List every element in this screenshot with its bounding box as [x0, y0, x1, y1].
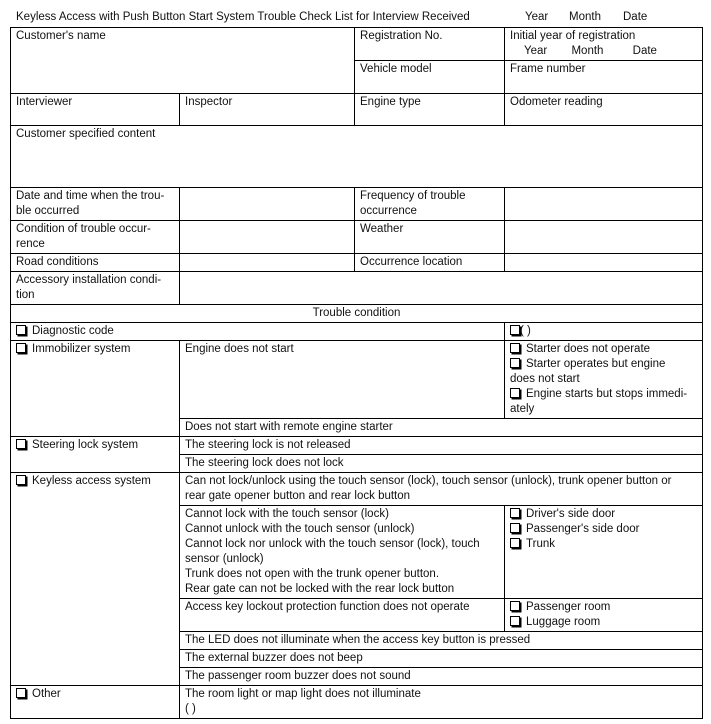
header-year-label: Year	[525, 11, 549, 23]
trunk-no-open-label: Trunk does not open with the trunk opener button.	[185, 568, 440, 580]
inspector-label: Inspector	[185, 96, 233, 108]
keyless-access-label: Keyless access system	[32, 475, 151, 487]
keyless-main-line2: rear gate opener button and rear lock button	[185, 490, 411, 502]
starter-no-op-option[interactable]	[510, 342, 697, 357]
vehicle-model-field[interactable]	[355, 61, 505, 94]
remote-starter-label: Does not start with remote engine starter	[185, 421, 393, 433]
interviewer-field[interactable]	[11, 94, 180, 126]
interviewer-label: Interviewer	[16, 96, 73, 108]
engine-stops-checkbox[interactable]	[510, 388, 520, 398]
accessory-label-line1: Accessory installation condi-	[16, 274, 162, 286]
odometer-label: Odometer reading	[510, 96, 603, 108]
ext-buzzer-label: The external buzzer does not beep	[185, 652, 363, 664]
steering-not-released-label: The steering lock is not released	[185, 439, 351, 451]
date-time-input[interactable]	[180, 188, 355, 221]
date-time-label-line2: ble occurred	[16, 205, 80, 217]
luggage-room-option[interactable]	[510, 615, 697, 630]
cannot-lock-unlock-line2: sensor (unlock)	[185, 553, 264, 565]
diagnostic-value-checkbox[interactable]	[510, 325, 520, 335]
registration-no-field[interactable]	[355, 28, 505, 61]
lockout-label: Access key lockout protection function does not operate	[185, 601, 470, 613]
accessory-label-cell	[11, 272, 180, 305]
initial-year-label: Initial year of registration	[510, 30, 636, 42]
luggage-room-checkbox[interactable]	[510, 616, 520, 626]
starter-ops-checkbox[interactable]	[510, 358, 520, 368]
trouble-condition-heading	[11, 305, 703, 323]
odometer-field[interactable]	[505, 94, 703, 126]
condition-label-line1: Condition of trouble occur-	[16, 223, 151, 235]
diagnostic-code-row[interactable]	[11, 323, 505, 341]
vehicle-model-label: Vehicle model	[360, 63, 432, 75]
trunk-label: Trunk	[526, 538, 555, 550]
road-label-cell	[11, 254, 180, 272]
passenger-door-checkbox[interactable]	[510, 523, 520, 533]
frame-number-label: Frame number	[510, 63, 586, 75]
header-date-label: Date	[623, 11, 648, 23]
cannot-lock-label: Cannot lock with the touch sensor (lock)	[185, 508, 389, 520]
initial-year-field[interactable]	[505, 28, 703, 61]
door-options-cell	[505, 506, 703, 599]
customer-name-field[interactable]	[11, 28, 355, 94]
engine-stops-option[interactable]	[510, 387, 697, 402]
room-buzzer-cell	[180, 668, 703, 686]
other-details-cell[interactable]	[180, 686, 703, 719]
other-checkbox[interactable]	[16, 688, 26, 698]
passenger-room-checkbox[interactable]	[510, 601, 520, 611]
ext-buzzer-cell	[180, 650, 703, 668]
header-month-label: Month	[569, 11, 601, 23]
engine-stops-label-line2: ately	[510, 403, 535, 415]
diagnostic-paren: ( )	[520, 325, 531, 337]
condition-input[interactable]	[180, 221, 355, 254]
initial-year-year: Year	[524, 45, 548, 57]
keyless-main-line1: Can not lock/unlock using the touch sensor (lock), touch sensor (unlock), trunk opener button or	[185, 475, 672, 487]
diagnostic-code-checkbox[interactable]	[16, 325, 26, 335]
condition-label-line2: rence	[16, 238, 45, 250]
luggage-room-label: Luggage room	[526, 616, 601, 628]
condition-label-cell	[11, 221, 180, 254]
driver-door-checkbox[interactable]	[510, 508, 520, 518]
customer-name-label: Customer's name	[16, 30, 106, 42]
other-paren: ( )	[185, 703, 196, 715]
immobilizer-label: Immobilizer system	[32, 343, 131, 355]
steering-not-lock-label: The steering lock does not lock	[185, 457, 344, 469]
frequency-label-line1: Frequency of trouble	[360, 190, 466, 202]
starter-no-op-label: Starter does not operate	[526, 343, 651, 355]
touch-sensor-cell	[180, 506, 505, 599]
frequency-label-cell	[355, 188, 505, 221]
form-title: Keyless Access with Push Button Start System Trouble Check List for Interview Received	[16, 11, 470, 23]
inspector-field[interactable]	[180, 94, 355, 126]
trunk-checkbox[interactable]	[510, 538, 520, 548]
cannot-lock-unlock-line1: Cannot lock nor unlock with the touch sensor (lock), touch	[185, 538, 480, 550]
engine-stops-label-line1: Engine starts but stops immedi-	[526, 388, 688, 400]
trouble-condition-label: Trouble condition	[312, 307, 401, 319]
title-row	[14, 11, 704, 27]
cannot-unlock-label: Cannot unlock with the touch sensor (unlock)	[185, 523, 415, 535]
starter-ops-label-line2: does not start	[510, 373, 580, 385]
location-label-cell	[355, 254, 505, 272]
steering-lock-checkbox[interactable]	[16, 439, 26, 449]
starter-ops-option[interactable]	[510, 357, 697, 372]
driver-door-option[interactable]	[510, 507, 697, 522]
weather-label-cell	[355, 221, 505, 254]
initial-year-month: Month	[571, 45, 604, 57]
passenger-door-option[interactable]	[510, 522, 697, 537]
starter-ops-label-line1: Starter operates but engine	[526, 358, 666, 370]
rear-gate-label: Rear gate can not be locked with the rear lock button	[185, 583, 455, 595]
immobilizer-checkbox[interactable]	[16, 343, 26, 353]
diagnostic-code-label: Diagnostic code	[32, 325, 114, 337]
frequency-label-line2: occurrence	[360, 205, 417, 217]
passenger-door-label: Passenger's side door	[526, 523, 640, 535]
location-input[interactable]	[505, 254, 703, 272]
weather-input[interactable]	[505, 221, 703, 254]
date-time-label-line1: Date and time when the trou-	[16, 190, 165, 202]
date-time-label-cell	[11, 188, 180, 221]
lockout-cell	[180, 599, 505, 632]
keyless-access-category[interactable]	[11, 473, 180, 686]
diagnostic-code-value[interactable]	[505, 323, 703, 341]
passenger-room-option[interactable]	[510, 600, 697, 615]
engine-type-label: Engine type	[360, 96, 421, 108]
road-label: Road conditions	[16, 256, 99, 268]
accessory-input[interactable]	[180, 272, 703, 305]
check-list-table	[10, 27, 703, 719]
road-input[interactable]	[180, 254, 355, 272]
immobilizer-category[interactable]	[11, 341, 180, 437]
keyless-main-cell	[180, 473, 703, 506]
other-label: Other	[32, 688, 61, 700]
frame-number-field[interactable]	[505, 61, 703, 94]
frequency-input[interactable]	[505, 188, 703, 221]
keyless-access-checkbox[interactable]	[16, 475, 26, 485]
engine-no-start-cell	[180, 341, 505, 419]
accessory-label-line2: tion	[16, 289, 35, 301]
remote-starter-cell	[180, 419, 703, 437]
trunk-option[interactable]	[510, 537, 697, 552]
registration-no-label: Registration No.	[360, 30, 443, 42]
room-buzzer-label: The passenger room buzzer does not sound	[185, 670, 411, 682]
initial-year-sub	[510, 44, 697, 59]
other-category[interactable]	[11, 686, 180, 719]
room-options-cell	[505, 599, 703, 632]
initial-year-date: Date	[632, 45, 657, 57]
location-label: Occurrence location	[360, 256, 463, 268]
engine-type-field[interactable]	[355, 94, 505, 126]
steering-not-released-cell	[180, 437, 703, 455]
weather-label: Weather	[360, 223, 404, 235]
starter-no-op-checkbox[interactable]	[510, 343, 520, 353]
customer-content-label: Customer specified content	[16, 128, 156, 140]
engine-symptoms-cell	[505, 341, 703, 419]
customer-content-field[interactable]	[11, 126, 703, 188]
steering-lock-label: Steering lock system	[32, 439, 139, 451]
room-light-label: The room light or map light does not illuminate	[185, 688, 421, 700]
passenger-room-label: Passenger room	[526, 601, 611, 613]
led-label: The LED does not illuminate when the access key button is pressed	[185, 634, 531, 646]
engine-no-start-label: Engine does not start	[185, 343, 294, 355]
steering-lock-category[interactable]	[11, 437, 180, 473]
driver-door-label: Driver's side door	[526, 508, 616, 520]
steering-not-lock-cell	[180, 455, 703, 473]
led-cell	[180, 632, 703, 650]
